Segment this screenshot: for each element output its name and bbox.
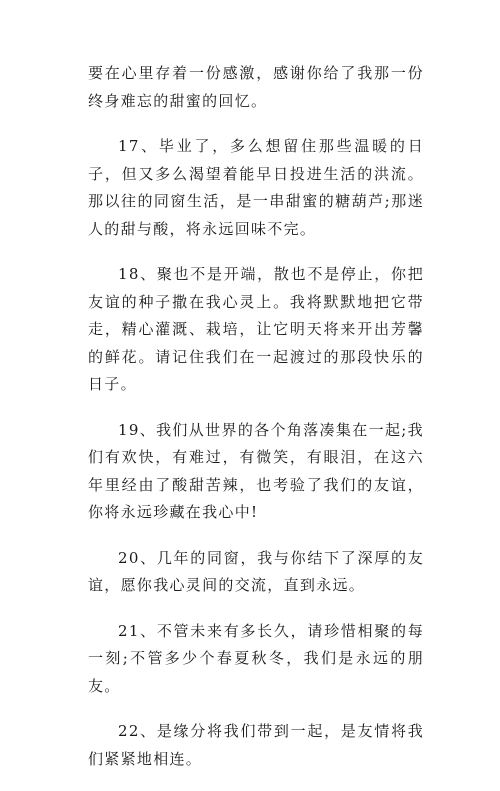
document-body [88,60,424,791]
paragraph-17: 17、毕业了，多么想留住那些温暖的日子，但又多么渴望着能早日投进生活的洪流。那以往的同窗生活，是一串甜蜜的糖葫芦;那迷人的甜与酸，将永远回味不完。 [88,137,424,238]
paragraph-19: 19、我们从世界的各个角落凑集在一起;我们有欢快，有难过，有微笑，有眼泪，在这六年里经由了酸甜苦辣，也考验了我们的友谊，你将永远珍藏在我心中! [88,420,424,521]
paragraph-22: 22、是缘分将我们带到一起，是友情将我们紧紧地相连。 [88,722,424,768]
paragraph-18: 18、聚也不是开端，散也不是停止，你把友谊的种子撒在我心灵上。我将默默地把它带走，精心灌溉、栽培，让它明天将来开出芳馨的鲜花。请记住我们在一起渡过的那段快乐的日子。 [88,265,424,393]
paragraph-20: 20、几年的同窗，我与你结下了深厚的友谊，愿你我心灵间的交流，直到永远。 [88,548,424,594]
paragraph-21: 21、不管未来有多长久，请珍惜相聚的每一刻;不管多少个春夏秋冬，我们是永远的朋友。 [88,621,424,695]
paragraph-continuation: 要在心里存着一份感激，感谢你给了我那一份终身难忘的甜蜜的回忆。 [88,64,424,110]
